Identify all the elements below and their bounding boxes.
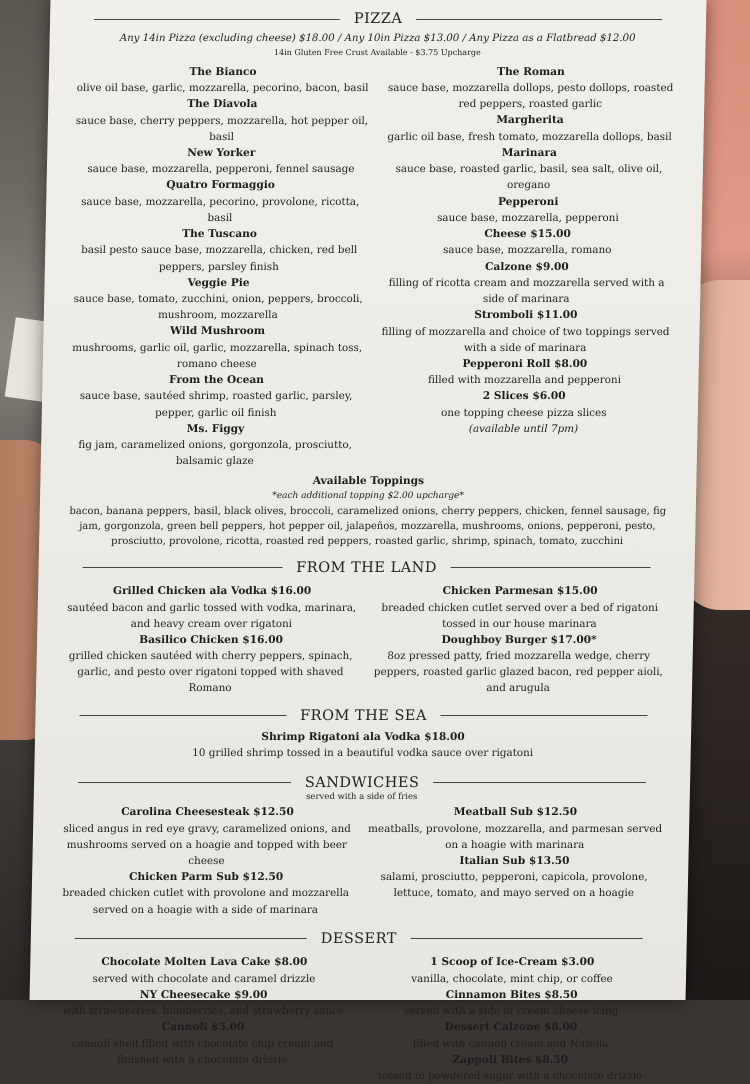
menu-item-name: Chicken Parm Sub $12.50 [128, 871, 284, 883]
menu-item-name: Pepperoni [497, 195, 559, 208]
menu-item-name: Meatball Sub $12.50 [453, 806, 578, 819]
dessert-section [28, 928, 687, 1084]
menu-item-desc: salami, prosciutto, pepperoni, capicola, provolone, lettuce, tomato, and mayo served on a hoagie [380, 871, 648, 900]
menu-item-desc: olive oil base, garlic, mozzarella, pecorino, bacon, basil [76, 82, 369, 95]
menu-item-name: Marinara [501, 146, 558, 159]
land-left-column [56, 583, 366, 696]
menu-item-desc: sauce base, mozzarella, pecorino, provolone, ricotta, basil [81, 195, 360, 224]
sandwiches-section [31, 772, 690, 918]
menu-item-desc: tossed in powdered sugar with a chocolate drizzle [377, 1070, 643, 1083]
menu-item-desc: vanilla, chocolate, mint chip, or coffee [411, 972, 613, 985]
menu-item-name: The Diavola [187, 98, 258, 111]
menu-item-name: Ms. Figgy [186, 422, 245, 435]
menu-item-desc: filling of ricotta cream and mozzarella served with a side of marinara [388, 276, 665, 306]
menu-item-name: Chocolate Molten Lava Cake $8.00 [101, 956, 308, 969]
menu-item [378, 259, 675, 308]
menu-item-name: Pepperoni Roll $8.00 [462, 357, 588, 370]
sandwiches-right-column [359, 804, 669, 917]
menu-item-desc: basil pesto sauce base, mozzarella, chicken, red bell peppers, parsley finish [81, 244, 358, 273]
menu-item-desc: cannoli shell filled with chocolate chip cream and finished with a chocolate drizzle [71, 1037, 334, 1066]
menu-item [376, 356, 673, 389]
menu-item-name: The Roman [497, 65, 565, 78]
menu-item [73, 145, 370, 178]
menu-item [362, 1019, 659, 1052]
pizza-pricing: Any 14in Pizza (excluding cheese) $18.00 / Any 10in Pizza $13.00 / Any Pizza as a Flatbread $12.00 [119, 33, 636, 45]
menu-item-name: Quatro Formaggio [166, 179, 276, 192]
menu-item-name: Shrimp Rigatoni ala Vodka $18.00 [261, 731, 465, 744]
gluten-note: 14in Gluten Free Crust Available - $3.75 Upcharge [273, 48, 481, 58]
menu-item-name: Margherita [496, 114, 564, 127]
menu-item-name: 1 Scoop of Ice-Cream $3.00 [430, 956, 595, 969]
pizza-right-column [369, 64, 685, 470]
sandwiches-title: SANDWICHES [64, 772, 660, 794]
pizza-section [39, 0, 706, 549]
menu-item-desc: sauce base, mozzarella dollops, pesto dollops, roasted red peppers, roasted garlic [387, 82, 674, 111]
dessert-left-column [48, 954, 359, 1084]
menu-item-desc: mushrooms, garlic oil, garlic, mozzarella, spinach toss, romano cheese [72, 341, 363, 370]
pizza-title: PIZZA [80, 8, 676, 30]
menu-item [382, 64, 679, 113]
menu-item-note: (available until 7pm) [468, 422, 579, 435]
menu-item [380, 194, 677, 227]
menu-item-desc: sauce base, mozzarella, pepperoni [436, 211, 619, 224]
dessert-title: DESSERT [61, 928, 657, 950]
menu-item-name: From the Ocean [168, 374, 265, 387]
menu-item [367, 804, 664, 853]
menu-item-desc: sauce base, mozzarella, romano [442, 244, 612, 257]
menu-item-desc: served with a side of cream cheese icing [404, 1005, 619, 1018]
menu-item-name: The Tuscano [182, 228, 258, 241]
menu-item-name: Zappoli Bites $8.50 [452, 1053, 569, 1066]
toppings-note: *each additional topping $2.00 upcharge* [272, 490, 464, 501]
sandwiches-note: served with a side of fries [306, 792, 418, 803]
menu-item-desc: breaded chicken cutlet with provolone and mozzarella served on a hoagie with a side of marinara [62, 887, 350, 916]
menu-item-desc: filling of mozzarella and choice of two toppings served with a side of marinara [381, 325, 670, 354]
menu-item-name: Chicken Parmesan $15.00 [442, 585, 598, 598]
menu-item-name: Cinnamon Bites $8.50 [445, 988, 578, 1001]
dessert-right-column [356, 954, 667, 1084]
menu-item-desc: breaded chicken cutlet served over a bed of rigatoni tossed in our house marinara [381, 601, 659, 630]
menu-item [68, 372, 365, 421]
menu-item-desc: filled with mozzarella and pepperoni [427, 374, 622, 387]
menu-item-name: Basilico Chicken $16.00 [139, 633, 284, 646]
menu-item [362, 1052, 659, 1084]
menu-item [55, 987, 352, 1020]
menu-item-name: Cannoli $5.00 [161, 1021, 245, 1034]
pizza-left-column [61, 64, 377, 470]
land-title: FROM THE LAND [68, 557, 664, 579]
menu-item [73, 96, 370, 145]
menu-item-desc: served with chocolate and caramel drizzle [92, 972, 316, 985]
menu-item [62, 632, 359, 697]
toppings-list: bacon, banana peppers, basil, black olives, broccoli, caramelized onions, cherry peppers, chicken, fennel sausage, fig jam, gorgonzola, green bell peppers, hot pepper oil, jalapeños, mozzarella, mushrooms, onions, pepperoni, pesto, prosciutto, provolone, ricotta, roasted red peppers, roasted garlic, shrimp, spinach, tomato, zucchini [69, 505, 667, 547]
menu-item-desc: sliced angus in red eye gravy, caramelized onions, and mushrooms served on a hoagie and topped with beer cheese [63, 822, 351, 867]
menu-item-desc: sauce base, mozzarella, pepperoni, fennel sausage [87, 163, 355, 176]
menu-item-name: The Bianco [189, 65, 257, 78]
menu-item-name: Veggie Pie [187, 276, 250, 289]
menu-item-name: Grilled Chicken ala Vodka $16.00 [112, 585, 312, 598]
menu-item [69, 323, 366, 372]
land-section [36, 557, 695, 697]
menu-item-desc: sautéed bacon and garlic tossed with vodka, marinara, and heavy cream over rigatoni [67, 601, 357, 630]
menu-sheet [30, 0, 707, 1083]
menu-item-name: Carolina Cheesesteak $12.50 [121, 806, 294, 819]
menu-item-name: Dessert Calzone $8.00 [444, 1021, 578, 1034]
menu-item-desc: grilled chicken sautéed with cherry peppers, spinach, garlic, and pesto over rigatoni topped with shaved Romano [68, 650, 353, 695]
menu-item [377, 307, 674, 356]
sandwiches-left-column [51, 804, 361, 917]
menu-item [74, 64, 371, 97]
menu-item [370, 632, 667, 697]
menu-item-desc: sauce base, roasted garlic, basil, sea salt, olive oil, oregano [395, 163, 663, 192]
menu-item-name: Doughboy Burger $17.00* [441, 633, 597, 646]
menu-item-desc: 8oz pressed patty, fried mozzarella wedge, cherry peppers, roasted garlic glazed bacon, red pepper aioli, and arugula [373, 650, 664, 695]
menu-item [366, 853, 663, 902]
land-right-column [364, 583, 674, 696]
menu-item-desc: filled with cannoli cream and Nutella [412, 1037, 609, 1050]
sea-title: FROM THE SEA [65, 705, 661, 727]
menu-item [63, 583, 360, 632]
menu-item-desc: meatballs, provolone, mozzarella, and parmesan served on a hoagie with marinara [368, 822, 663, 851]
menu-item-name: 2 Slices $6.00 [482, 390, 566, 403]
menu-item-name: Wild Mushroom [169, 325, 266, 338]
menu-item-desc: fig jam, caramelized onions, gorgonzola, prosciutto, balsamic glaze [78, 439, 353, 468]
menu-item [379, 226, 676, 259]
menu-item-desc: with strawberries, blueberries, and strawberry sauce [62, 1005, 345, 1018]
menu-item-desc: 10 grilled shrimp tossed in a beautiful vodka sauce over rigatoni [192, 747, 534, 760]
menu-item [363, 987, 660, 1020]
menu-item [67, 421, 364, 470]
menu-item [364, 954, 661, 987]
menu-item [72, 177, 369, 226]
menu-item-name: Italian Sub $13.50 [459, 854, 570, 867]
menu-item-name: Calzone $9.00 [484, 260, 569, 273]
menu-item [71, 226, 368, 275]
menu-item [56, 954, 353, 987]
toppings-title: Available Toppings [312, 475, 425, 488]
menu-item-desc: garlic oil base, fresh tomato, mozzarella dollops, basil [387, 130, 672, 143]
menu-item-desc: sauce base, tomato, zucchini, onion, peppers, broccoli, mushroom, mozzarella [73, 293, 363, 322]
menu-item [371, 583, 668, 632]
menu-item [54, 1019, 351, 1068]
menu-item [70, 275, 367, 324]
toppings-block [39, 473, 697, 548]
menu-item [380, 145, 677, 194]
menu-item-name: NY Cheesecake $9.00 [139, 988, 268, 1001]
menu-item [381, 112, 678, 145]
menu-item-name: Cheese $15.00 [484, 228, 571, 241]
menu-item-desc: one topping cheese pizza slices [440, 406, 607, 419]
menu-item [57, 869, 354, 918]
menu-item-desc: sauce base, sautéed shrimp, roasted garlic, parsley, pepper, garlic oil finish [79, 390, 353, 419]
sea-section [35, 705, 692, 762]
menu-item-name: Stromboli $11.00 [474, 309, 578, 322]
menu-item [375, 388, 672, 437]
menu-item [58, 804, 355, 869]
menu-item-name: New Yorker [187, 146, 256, 159]
menu-item-desc: sauce base, cherry peppers, mozzarella, hot pepper oil, basil [75, 114, 369, 143]
